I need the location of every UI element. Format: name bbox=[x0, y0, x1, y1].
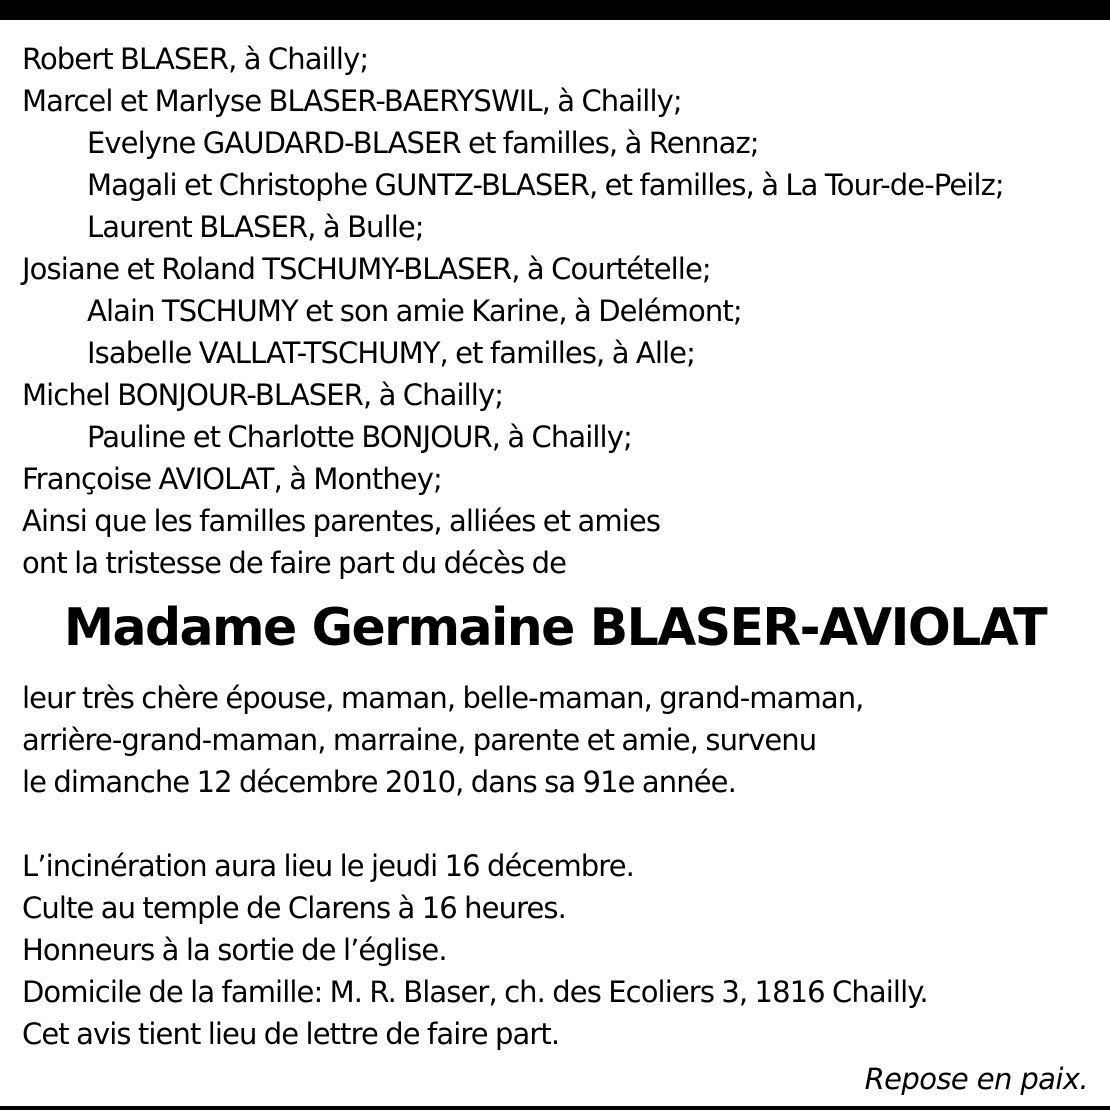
mourner-line-4: Magali et Christophe GUNTZ-BLASER, et familles, à La Tour-de-Peilz; bbox=[87, 168, 1004, 202]
mourner-line-9: Michel BONJOUR-BLASER, à Chailly; bbox=[22, 378, 504, 412]
description-line-3: le dimanche 12 décembre 2010, dans sa 91e année. bbox=[22, 765, 736, 799]
ceremony-line-2: Culte au temple de Clarens à 16 heures. bbox=[22, 891, 566, 925]
mourner-line-13: ont la tristesse de faire part du décès de bbox=[22, 546, 567, 580]
ceremony-line-3: Honneurs à la sortie de l’église. bbox=[22, 933, 447, 967]
ceremony-line-1: L’incinération aura lieu le jeudi 16 décembre. bbox=[22, 849, 634, 883]
mourner-line-5: Laurent BLASER, à Bulle; bbox=[87, 210, 424, 244]
top-border-rule bbox=[0, 0, 1110, 20]
mourner-line-3: Evelyne GAUDARD-BLASER et familles, à Rennaz; bbox=[87, 126, 759, 160]
mourner-line-10: Pauline et Charlotte BONJOUR, à Chailly; bbox=[87, 420, 632, 454]
description-line-1: leur très chère épouse, maman, belle-maman, grand-maman, bbox=[22, 681, 864, 715]
mourner-line-8: Isabelle VALLAT-TSCHUMY, et familles, à Alle; bbox=[87, 336, 695, 370]
mourner-line-11: Françoise AVIOLAT, à Monthey; bbox=[22, 462, 442, 496]
mourner-line-7: Alain TSCHUMY et son amie Karine, à Delémont; bbox=[87, 294, 742, 328]
deceased-name-heading: Madame Germaine BLASER-AVIOLAT bbox=[63, 598, 1047, 658]
mourner-line-12: Ainsi que les familles parentes, alliées et amies bbox=[22, 504, 661, 538]
mourner-line-2: Marcel et Marlyse BLASER-BAERYSWIL, à Chailly; bbox=[22, 84, 682, 118]
mourner-line-1: Robert BLASER, à Chailly; bbox=[22, 42, 369, 76]
closing-phrase: Repose en paix. bbox=[864, 1062, 1088, 1096]
bottom-border-rule bbox=[0, 1106, 1110, 1110]
ceremony-line-4: Domicile de la famille: M. R. Blaser, ch. des Ecoliers 3, 1816 Chailly. bbox=[22, 975, 928, 1009]
description-line-2: arrière-grand-maman, marraine, parente et amie, survenu bbox=[22, 723, 817, 757]
ceremony-line-5: Cet avis tient lieu de lettre de faire part. bbox=[22, 1017, 560, 1051]
mourner-line-6: Josiane et Roland TSCHUMY-BLASER, à Courtételle; bbox=[22, 252, 711, 286]
